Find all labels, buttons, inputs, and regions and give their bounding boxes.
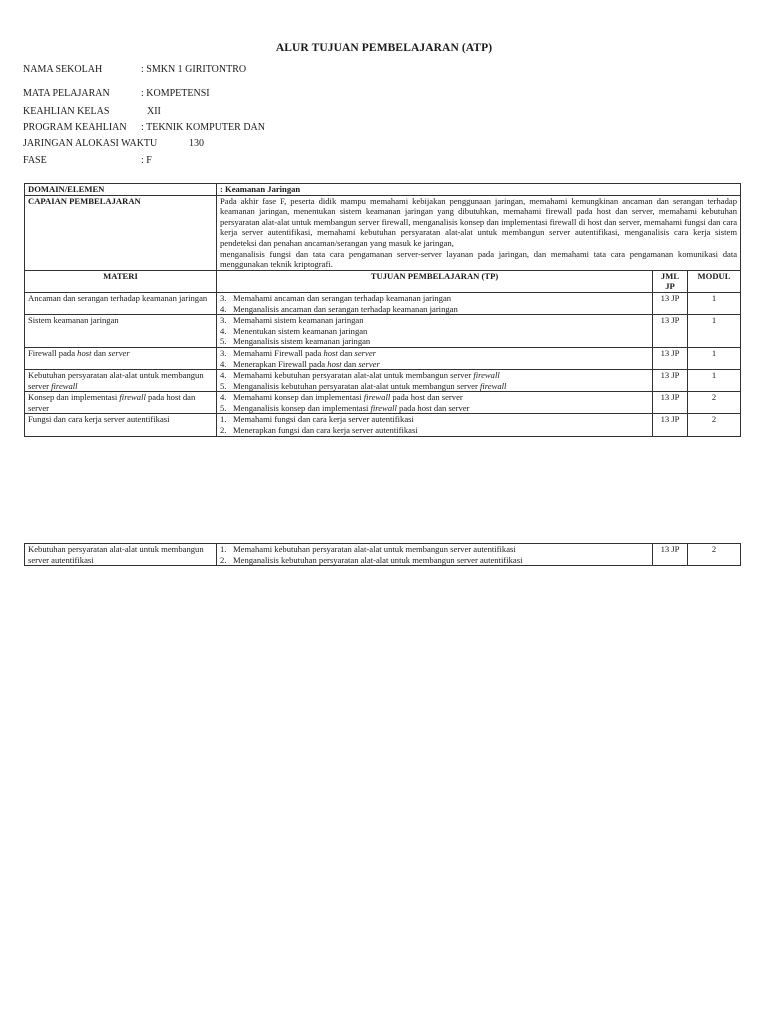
table-row <box>25 392 741 414</box>
capaian-text <box>217 195 741 270</box>
tp-item: 5. Menganalisis konsep dan implementasi firewall pada host dan server <box>220 402 470 413</box>
table-row <box>25 315 741 348</box>
modul-cell: 1 <box>688 292 741 314</box>
info-label: FASE <box>23 155 47 166</box>
tp-item: 4. Memahami konsep dan implementasi firewall pada host dan server <box>220 392 463 403</box>
tp-cell <box>217 347 653 369</box>
tp-cell <box>217 392 653 414</box>
capaian-row <box>25 195 741 270</box>
tp-item: 2. Menganalisis kebutuhan persyaratan alat-alat untuk membangun server autentifikasi <box>220 554 523 565</box>
materi-cell: Sistem keamanan jaringan <box>25 315 217 348</box>
info-label: NAMA SEKOLAH <box>23 64 103 75</box>
header-jml: JML JP <box>653 270 688 292</box>
domain-row <box>25 184 741 196</box>
header-tp: TUJUAN PEMBELAJARAN (TP) <box>217 270 653 292</box>
materi-cell: Kebutuhan persyaratan alat-alat untuk membangun server firewall <box>25 370 217 392</box>
tp-item: 1. Memahami fungsi dan cara kerja server autentifikasi <box>220 414 414 425</box>
modul-cell: 2 <box>688 392 741 414</box>
tp-item: 4. Memahami kebutuhan persyaratan alat-alat untuk membangun server firewall <box>220 370 500 381</box>
tp-item: 1. Memahami kebutuhan persyaratan alat-alat untuk membangun server autentifikasi <box>220 544 516 554</box>
table-row <box>25 347 741 369</box>
tp-item: 5. Menganalisis kebutuhan persyaratan alat-alat untuk membangun server firewall <box>220 380 507 391</box>
materi-cell: Kebutuhan persyaratan alat-alat untuk membangun server autentifikasi <box>25 544 217 566</box>
jml-cell: 13 JP <box>653 392 688 414</box>
info-value: : KOMPETENSI <box>141 88 210 99</box>
materi-cell: Fungsi dan cara kerja server autentifikasi <box>25 414 217 436</box>
materi-cell: Konsep dan implementasi firewall pada host dan server <box>25 392 217 414</box>
tp-cell <box>217 315 653 348</box>
domain-value: : Keamanan Jaringan <box>217 184 741 196</box>
table-row <box>25 414 741 436</box>
tp-cell <box>217 292 653 314</box>
atp-table-continued <box>24 543 741 566</box>
tp-item: 3. Memahami ancaman dan serangan terhadap keamanan jaringan <box>220 292 452 303</box>
info-label: KEAHLIAN KELAS <box>23 106 110 117</box>
jml-cell: 13 JP <box>653 414 688 436</box>
info-value: : F <box>141 155 152 166</box>
info-value: : SMKN 1 GIRITONTRO <box>141 64 247 75</box>
capaian-paragraph-1: Pada akhir fase F, peserta didik mampu memahami kebijakan penggunaan jaringan, memahami kemungkinan ancaman dan serangan terhadap keamanan jaringan, menentukan sistem keamanan jaringan yang dibutuhkan, memahami firewall pada host dan server, memahami kebutuhan persyaratan alat-alat untuk membangun server firewall, menganalisis konsep dan implementasi firewall di host dan server, memahami fungsi dan cara kerja server autentifikasi, memahami kebutuhan persyaratan alat-alat untuk membangun server autentifikasi, menganalisis cara kerja sistem pendeteksi dan penahan ancaman/serangan yang masuk ke jaringan, <box>220 195 738 248</box>
jml-cell: 13 JP <box>653 315 688 348</box>
header-modul: MODUL <box>688 270 741 292</box>
jml-cell: 13 JP <box>653 370 688 392</box>
tp-item: 5. Menganalisis sistem keamanan jaringan <box>220 336 371 347</box>
header-materi: MATERI <box>25 270 217 292</box>
tp-item: 4. Menganalisis ancaman dan serangan terhadap keamanan jaringan <box>220 303 458 314</box>
tp-cell <box>217 370 653 392</box>
table-row <box>25 292 741 314</box>
info-label: MATA PELAJARAN <box>23 88 110 99</box>
modul-cell: 1 <box>688 347 741 369</box>
modul-cell: 1 <box>688 315 741 348</box>
tp-item: 3. Memahami Firewall pada host dan server <box>220 347 376 358</box>
jml-cell: 13 JP <box>653 347 688 369</box>
table-row <box>25 544 741 566</box>
table-header-row <box>25 270 741 292</box>
tp-item: 4. Menerapkan Firewall pada host dan server <box>220 358 380 369</box>
tp-item: 4. Menentukan sistem keamanan jaringan <box>220 325 368 336</box>
tp-item: 3. Memahami sistem keamanan jaringan <box>220 315 364 326</box>
tp-item: 2. Menerapkan fungsi dan cara kerja server autentifikasi <box>220 425 418 436</box>
modul-cell: 2 <box>688 414 741 436</box>
domain-label: DOMAIN/ELEMEN <box>25 184 217 196</box>
materi-cell: Firewall pada host dan server <box>25 347 217 369</box>
modul-cell: 1 <box>688 370 741 392</box>
info-value: : TEKNIK KOMPUTER DAN <box>141 122 265 133</box>
tp-cell <box>217 544 653 566</box>
jml-cell: 13 JP <box>653 292 688 314</box>
atp-table <box>24 183 741 437</box>
table-row <box>25 370 741 392</box>
capaian-label: CAPAIAN PEMBELAJARAN <box>25 195 217 270</box>
capaian-paragraph-2: menganalisis fungsi dan tata cara pengamanan server-server layanan pada jaringan, dan memahami tata cara pengamanan komunikasi data menggunakan teknik kriptografi. <box>220 248 738 270</box>
info-value: 130 <box>189 138 204 149</box>
info-label: PROGRAM KEAHLIAN <box>23 122 127 133</box>
info-value: XII <box>147 106 161 117</box>
info-label: JARINGAN ALOKASI WAKTU <box>23 138 158 149</box>
document-title: ALUR TUJUAN PEMBELAJARAN (ATP) <box>275 42 493 54</box>
materi-cell: Ancaman dan serangan terhadap keamanan jaringan <box>25 292 217 314</box>
tp-cell <box>217 414 653 436</box>
modul-cell: 2 <box>688 544 741 566</box>
jml-cell: 13 JP <box>653 544 688 566</box>
